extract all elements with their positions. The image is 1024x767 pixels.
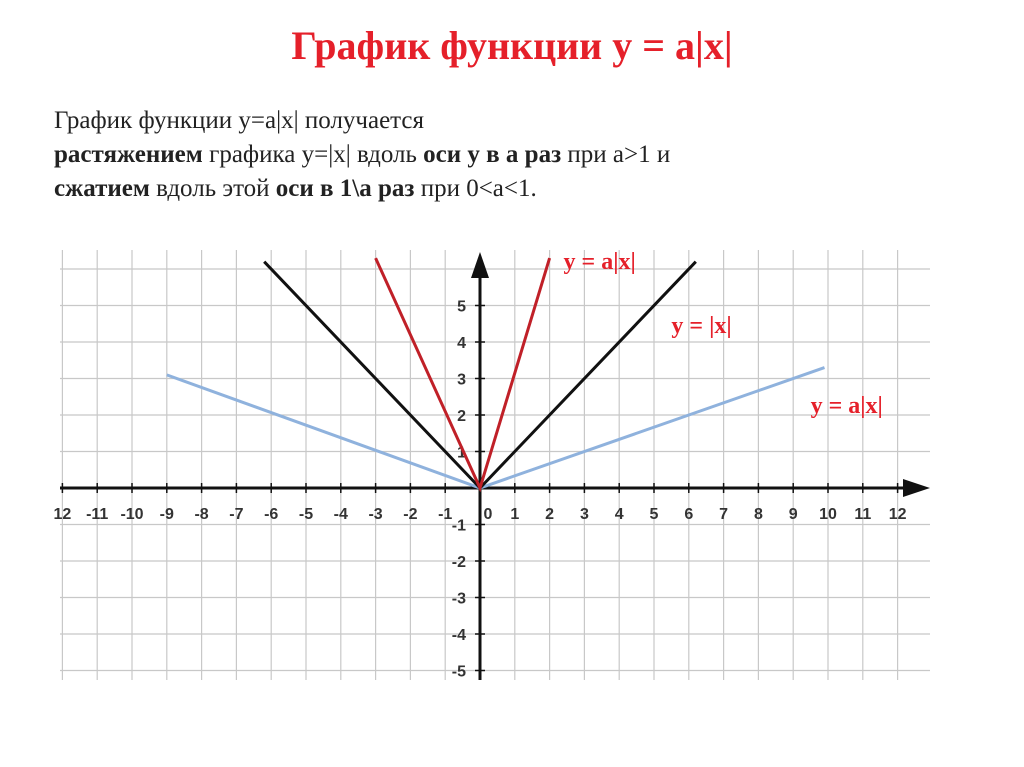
x-axis-arrow	[903, 479, 930, 497]
slide-title: График функции y = a|x|	[291, 23, 733, 68]
x-tick-label: 2	[545, 506, 555, 523]
x-tick-label: 8	[753, 506, 763, 523]
desc-axis-term: оси в 1\а раз	[275, 175, 415, 202]
desc-text: графика y=|x| вдоль	[202, 141, 424, 168]
x-tick-label: -9	[159, 506, 174, 523]
x-tick-label: 0	[483, 506, 493, 523]
desc-compress-term: сжатием	[54, 175, 150, 202]
x-tick-label: 6	[684, 506, 694, 523]
y-tick-label: -2	[451, 554, 466, 571]
desc-stretch-term: растяжением	[54, 141, 203, 168]
x-tick-label: -4	[333, 506, 348, 523]
x-tick-label: -3	[368, 506, 383, 523]
y-tick-label: 5	[457, 298, 466, 316]
x-tick-label: -8	[194, 506, 209, 523]
x-tick-label: -7	[229, 506, 244, 523]
x-tick-label: -1	[438, 506, 453, 523]
y-tick-label: 1	[457, 444, 466, 462]
desc-text: при a>1 и	[561, 141, 671, 168]
x-tick-label: 4	[614, 506, 624, 523]
y-tick-label: -4	[451, 627, 466, 644]
x-tick-label: -6	[264, 506, 279, 523]
function-label: y = |x|	[671, 312, 732, 339]
y-tick-label: -1	[451, 517, 466, 535]
y-tick-label: 4	[457, 335, 466, 352]
y-tick-label: 2	[457, 408, 466, 425]
desc-text: при 0<a<1.	[414, 175, 537, 202]
y-tick-label: -5	[451, 663, 466, 681]
x-tick-label: 11	[854, 506, 872, 523]
x-tick-label: 12	[888, 506, 907, 523]
x-tick-label: 1	[510, 506, 520, 523]
function-label: y = a|x|	[810, 393, 883, 420]
desc-text: вдоль этой	[149, 175, 276, 202]
x-tick-label: -10	[120, 506, 144, 523]
x-tick-label: -5	[298, 506, 314, 523]
x-tick-label: 10	[819, 506, 837, 523]
y-tick-label: 3	[457, 371, 466, 389]
x-tick-label: 9	[788, 506, 798, 523]
y-axis-arrow	[471, 252, 489, 278]
x-tick-label: -2	[403, 506, 418, 523]
desc-line1: График функции y=a|x| получается	[54, 107, 425, 134]
x-tick-label: 12	[53, 506, 72, 523]
y-tick-label: -3	[451, 590, 466, 608]
desc-axis-term: оси y в а раз	[423, 141, 562, 168]
x-tick-label: 7	[719, 506, 729, 523]
x-tick-label: -11	[86, 506, 109, 523]
x-tick-label: 3	[579, 506, 589, 523]
function-label: y = a|x|	[563, 249, 636, 275]
x-tick-label: 5	[649, 506, 659, 523]
